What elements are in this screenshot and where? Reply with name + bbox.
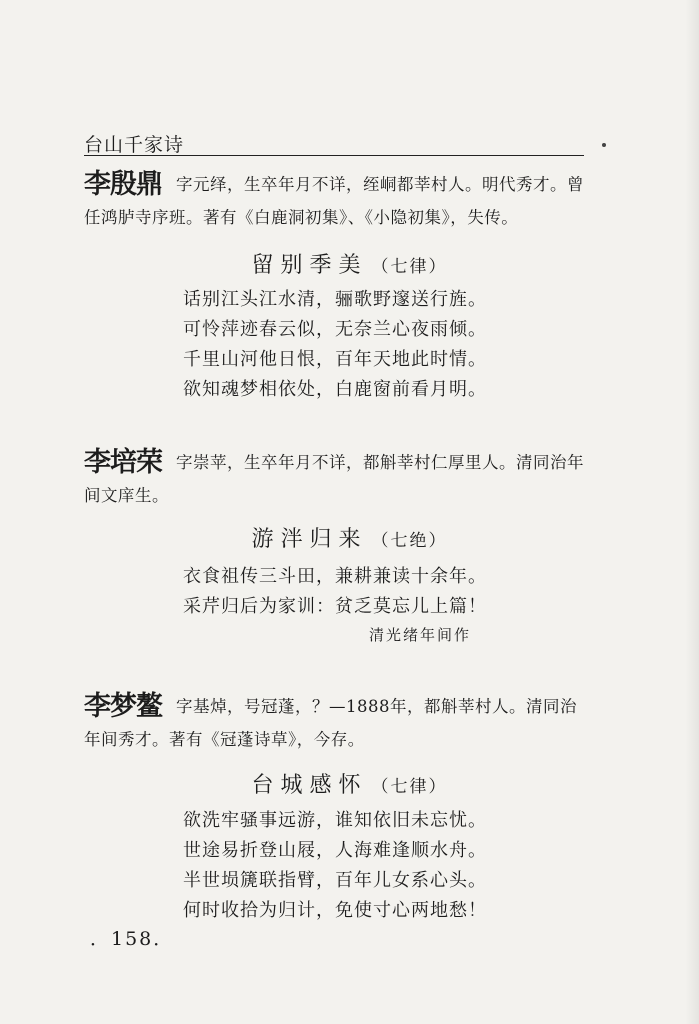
poem-line: 何时收拾为归计，免使寸心两地愁！ — [183, 900, 487, 921]
author-entry — [84, 446, 590, 512]
poem-line: 欲洗牢骚事远游，谁知依旧未忘忧。 — [183, 810, 487, 831]
poem-line: 采芹归后为家训：贫乏莫忘儿上篇！ — [183, 596, 487, 617]
poem-title-text: 台城感怀 — [251, 773, 368, 798]
author-bio: 字崇苹，生卒年月不详，都斛莘村仁厚里人。清同治年间文庠生。 — [84, 453, 584, 505]
header-rule — [84, 155, 584, 156]
poem-form: （七绝） — [371, 531, 448, 551]
author-name: 李梦鳌 — [84, 691, 162, 722]
poem-line: 千里山河他日恨，百年天地此时情。 — [183, 349, 487, 370]
running-header: 台山千家诗 — [84, 134, 185, 156]
author-entry — [84, 168, 590, 234]
poem-title — [0, 768, 699, 799]
poem-line: 可怜萍迹春云似，无奈兰心夜雨倾。 — [183, 319, 487, 340]
poem-title — [0, 522, 699, 553]
poem-title — [0, 248, 699, 279]
author-name: 李培荣 — [84, 447, 162, 478]
author-bio: 字基焯，号冠蓬，？—1888年，都斛莘村人。清同治年间秀才。著有《冠蓬诗草》，今存。 — [84, 697, 577, 749]
author-entry — [84, 690, 590, 756]
poem-line: 世途易折登山屐，人海难逢顺水舟。 — [183, 840, 487, 861]
poem-title-text: 游泮归来 — [251, 527, 368, 552]
composition-note: 清光绪年间作 — [369, 626, 472, 644]
poem-form: （七律） — [371, 777, 448, 797]
page-number: ．158． — [90, 928, 175, 950]
scan-speck — [602, 143, 606, 147]
poem-line: 衣食祖传三斗田，兼耕兼读十余年。 — [183, 566, 487, 587]
page-edge-shadow — [685, 0, 699, 1024]
author-name: 李殷鼎 — [84, 169, 162, 200]
poem-line: 话别江头江水清，骊歌野邃送行旌。 — [183, 289, 487, 310]
poem-line: 欲知魂梦相依处，白鹿窗前看月明。 — [183, 379, 487, 400]
poem-title-text: 留别季美 — [251, 253, 368, 278]
author-bio: 字元绎，生卒年月不详，绖峒都莘村人。明代秀才。曾任鸿胪寺序班。著有《白鹿洞初集》、《小隐初集》，失传。 — [84, 175, 584, 227]
poem-line: 半世埙篪联指臂，百年儿女系心头。 — [183, 870, 487, 891]
poem-form: （七律） — [371, 257, 448, 277]
